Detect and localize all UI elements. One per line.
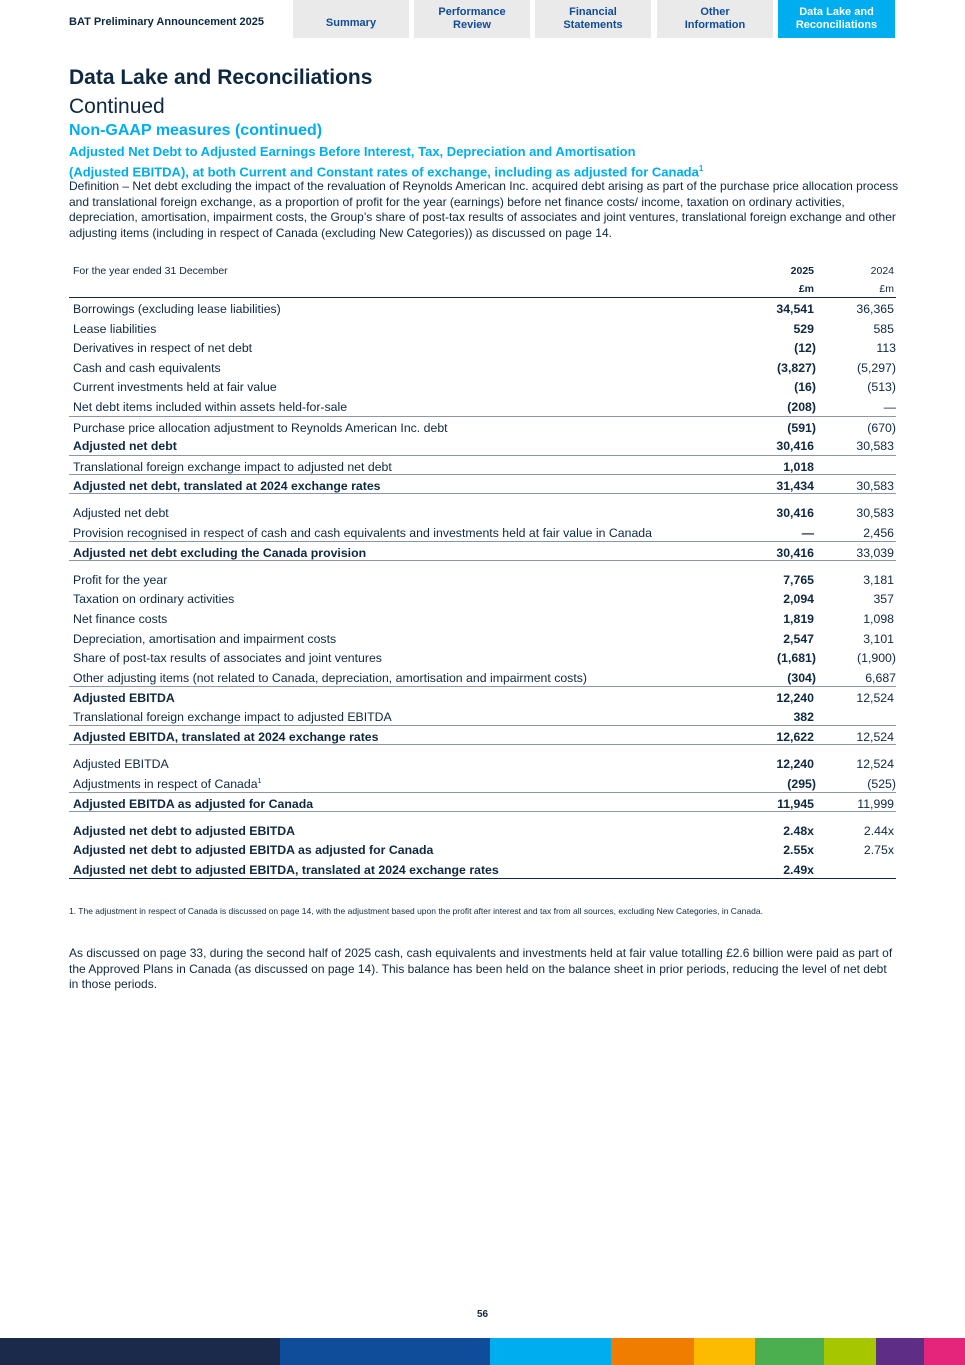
table-row <box>69 337 896 357</box>
row-label-text: Adjusted EBITDA <box>73 757 169 772</box>
color-bar-segment <box>924 1338 965 1365</box>
subsection-footnote-ref: 1 <box>698 164 704 173</box>
tab-data-lake[interactable] <box>778 0 895 38</box>
row-label-text: Adjusted net debt to adjusted EBITDA <box>73 823 296 838</box>
row-label-text: Adjusted net debt, translated at 2024 exchange rates <box>73 479 381 494</box>
tab-financial-line1: Financial <box>569 5 617 18</box>
row-label-text: Adjusted net debt to adjusted EBITDA as adjusted for Canada <box>73 843 434 858</box>
reconciliation-table <box>69 262 896 879</box>
row-label-text: Translational foreign exchange impact to adjusted EBITDA <box>73 709 392 724</box>
footer-color-bar <box>0 1338 965 1365</box>
tab-summary[interactable] <box>293 0 409 38</box>
col-2025-header: 2025 <box>790 265 814 277</box>
value-2024: 357 <box>873 592 894 607</box>
value-2025: 1,018 <box>783 459 814 474</box>
value-2024: 36,365 <box>856 302 894 316</box>
table-row <box>69 628 896 648</box>
value-2025: 2.49x <box>783 863 814 878</box>
value-2024: 6,687 <box>865 670 896 685</box>
tab-performance-line2: Review <box>453 19 491 31</box>
value-2024: 113 <box>876 341 896 356</box>
value-2024: (670) <box>867 420 896 435</box>
row-label <box>73 710 392 724</box>
table-row <box>69 859 896 879</box>
table-row <box>69 474 896 494</box>
tab-financial-line2: Statements <box>563 19 623 31</box>
row-label <box>73 460 392 474</box>
value-2024: (525) <box>867 776 896 791</box>
row-label <box>73 439 177 453</box>
color-bar-segment <box>876 1338 924 1365</box>
table-units <box>69 278 896 298</box>
period-label: For the year ended 31 December <box>73 265 228 277</box>
value-2025: 30,416 <box>776 505 814 520</box>
value-2025: (591) <box>787 420 816 435</box>
row-label <box>73 863 499 877</box>
row-label <box>73 612 167 626</box>
table-row <box>69 647 896 667</box>
table-row <box>69 376 896 396</box>
row-label-text: Current investments held at fair value <box>73 380 277 395</box>
row-label <box>73 302 281 316</box>
top-navigation <box>0 0 965 38</box>
color-bar-segment <box>490 1338 611 1365</box>
color-bar-segment <box>611 1338 694 1365</box>
row-label-text: Borrowings (excluding lease liabilities) <box>73 302 281 316</box>
definition-text: Definition – Net debt excluding the impact of the revaluation of Reynolds American Inc. acquired debt arising as part of the purchase price allocation process and translational foreign exchange, as a proportion of profit for the year (earnings) before net finance costs/ income, taxation on ordinary activities, depreciation, amortisation, impairment costs, the Group’s share of post-tax results of associates and joint ventures, translational foreign exchange and other adjusting items (including in respect of Canada (excluding New Categories)) as discussed on page 14. <box>69 179 899 240</box>
table-row <box>69 502 896 522</box>
table-row <box>69 820 896 840</box>
footnote: 1. The adjustment in respect of Canada is discussed on page 14, with the adjustment based upon the profit after interest and tax from all sources, excluding New Categories, in Canada. <box>69 906 763 916</box>
unit-2024: £m <box>879 283 894 295</box>
row-label-text: Adjusted EBITDA as adjusted for Canada <box>73 797 314 812</box>
row-label-text: Adjusted net debt <box>73 439 177 454</box>
row-label-text: Adjustments in respect of Canada <box>73 776 258 791</box>
row-label-text: Depreciation, amortisation and impairment costs <box>73 631 337 646</box>
table-row <box>69 608 896 628</box>
table-row <box>69 541 896 561</box>
value-2024: 2.44x <box>863 823 894 838</box>
value-2025: 382 <box>793 709 814 724</box>
row-label <box>73 526 652 540</box>
value-2025: 30,416 <box>776 546 814 561</box>
value-2024: (5,297) <box>857 360 896 375</box>
value-2025: 2.48x <box>783 823 814 838</box>
table-row <box>69 773 896 793</box>
color-bar-segment <box>694 1338 755 1365</box>
table-row <box>69 298 896 318</box>
value-2024: (513) <box>867 380 896 395</box>
page-subtitle: Continued <box>69 95 165 118</box>
value-2025: 11,945 <box>777 797 814 812</box>
value-2025: 529 <box>793 321 814 336</box>
table-row <box>69 686 896 706</box>
value-2024: 33,039 <box>856 546 894 561</box>
col-2024-header: 2024 <box>870 265 894 277</box>
value-2025: 7,765 <box>783 572 814 587</box>
value-2025: 12,622 <box>776 730 814 745</box>
table-row <box>69 753 896 773</box>
tab-data-lake-line2: Reconciliations <box>795 19 878 31</box>
table-row <box>69 667 896 687</box>
table-row <box>69 435 896 455</box>
row-label-text: Adjusted net debt <box>73 505 169 520</box>
row-label <box>73 691 175 705</box>
value-2025: (16) <box>794 380 816 395</box>
row-label <box>73 824 295 838</box>
table-row <box>69 357 896 377</box>
row-label-text: Adjusted EBITDA <box>73 691 175 706</box>
value-2025: — <box>801 525 814 540</box>
page-number: 56 <box>476 1309 489 1320</box>
value-2024: 30,583 <box>856 505 894 520</box>
row-label-text: Translational foreign exchange impact to adjusted net debt <box>73 459 392 474</box>
table-row <box>69 396 896 416</box>
value-2024: 11,999 <box>857 797 894 812</box>
row-label <box>73 730 378 744</box>
value-2024: 12,524 <box>856 757 894 772</box>
row-label-text: Lease liabilities <box>73 321 157 336</box>
value-2024: 3,181 <box>863 572 894 587</box>
unit-2025: £m <box>798 283 814 295</box>
row-label <box>73 479 381 493</box>
table-row <box>69 839 896 859</box>
row-label <box>73 361 221 375</box>
row-label <box>73 573 167 587</box>
table-row <box>69 588 896 608</box>
value-2025: (1,681) <box>777 651 816 666</box>
section-heading: Non-GAAP measures (continued) <box>69 122 323 139</box>
color-bar-segment <box>824 1338 876 1365</box>
row-label <box>73 341 252 355</box>
table-header <box>69 262 896 278</box>
row-label <box>73 506 169 520</box>
row-label <box>73 757 169 771</box>
row-label-text: Purchase price allocation adjustment to Reynolds American Inc. debt <box>73 420 448 435</box>
table-row <box>69 522 896 542</box>
row-label <box>73 797 313 811</box>
row-label-text: Provision recognised in respect of cash and cash equivalents and investments held at fair value in Canada <box>73 525 652 540</box>
row-label <box>73 546 366 560</box>
value-2025: (3,827) <box>777 360 816 375</box>
table-row <box>69 569 896 589</box>
row-label-text: Adjusted EBITDA, translated at 2024 exchange rates <box>73 730 379 745</box>
value-2025: 34,541 <box>776 302 814 316</box>
table-row <box>69 725 896 745</box>
subsection-line1: Adjusted Net Debt to Adjusted Earnings Before Interest, Tax, Depreciation and Amortisation <box>69 144 636 159</box>
table-row <box>69 416 896 436</box>
color-bar-segment <box>280 1338 490 1365</box>
row-footnote-ref: 1 <box>257 777 262 785</box>
tab-other-information[interactable] <box>657 0 773 38</box>
value-2024: 2,456 <box>863 525 894 540</box>
value-2025: 2.55x <box>783 843 814 858</box>
value-2025: 30,416 <box>776 439 814 454</box>
row-label-text: Share of post-tax results of associates and joint ventures <box>73 651 382 666</box>
row-label-text: Profit for the year <box>73 572 168 587</box>
row-label <box>73 651 382 665</box>
value-2025: 12,240 <box>776 757 814 772</box>
table-row <box>69 318 896 338</box>
value-2025: 2,094 <box>783 592 814 607</box>
row-label-text: Net finance costs <box>73 611 168 626</box>
tab-other-line1: Other <box>700 5 730 18</box>
tab-data-lake-line1: Data Lake and <box>799 5 874 18</box>
row-label-text: Adjusted net debt to adjusted EBITDA, translated at 2024 exchange rates <box>73 863 499 878</box>
tab-summary-label: Summary <box>325 16 377 29</box>
row-label-text: Derivatives in respect of net debt <box>73 341 253 356</box>
tab-financial-statements[interactable] <box>535 0 651 38</box>
value-2025: 1,819 <box>783 611 814 626</box>
row-label <box>73 671 587 685</box>
value-2024: 2.75x <box>863 843 894 858</box>
value-2024: (1,900) <box>857 651 896 666</box>
row-label <box>73 632 336 646</box>
row-label-text: Adjusted net debt excluding the Canada provision <box>73 546 367 561</box>
row-label <box>73 322 156 336</box>
row-label-text: Cash and cash equivalents <box>73 360 221 375</box>
value-2024: 12,524 <box>856 691 894 706</box>
color-bar-segment <box>755 1338 824 1365</box>
tab-performance-line1: Performance <box>438 5 506 18</box>
row-label-text: Net debt items included within assets held-for-sale <box>73 399 348 414</box>
row-label-text: Other adjusting items (not related to Canada, depreciation, amortisation and impairment costs) <box>73 670 587 685</box>
tab-performance-review[interactable] <box>414 0 530 38</box>
table-row <box>69 792 896 812</box>
row-label <box>73 843 433 857</box>
value-2024: 3,101 <box>863 631 894 646</box>
value-2025: (295) <box>787 776 816 791</box>
subsection-heading <box>69 143 899 180</box>
row-label <box>73 777 261 791</box>
table-body <box>69 298 896 879</box>
table-row <box>69 706 896 726</box>
color-bar-segment <box>0 1338 280 1365</box>
value-2024: 585 <box>873 321 894 336</box>
brand-title: BAT Preliminary Announcement 2025 <box>69 16 264 28</box>
row-label <box>73 592 234 606</box>
canada-paragraph: As discussed on page 33, during the second half of 2025 cash, cash equivalents and investments held at fair value totalling £2.6 billion were paid as part of the Approved Plans in Canada (as discussed on page 14). This balance has been held on the balance sheet in prior periods, reducing the level of net debt in those periods. <box>69 946 893 991</box>
value-2025: 31,434 <box>776 479 814 494</box>
row-label-text: Taxation on ordinary activities <box>73 592 235 607</box>
value-2024: 30,583 <box>856 439 894 454</box>
value-2025: (12) <box>794 341 816 356</box>
value-2025: (208) <box>787 399 816 414</box>
table-row <box>69 455 896 475</box>
value-2025: 2,547 <box>783 631 814 646</box>
value-2024: — <box>883 399 896 414</box>
row-label <box>73 421 448 435</box>
value-2025: (304) <box>787 670 816 685</box>
value-2024: 1,098 <box>863 611 894 626</box>
value-2024: 12,524 <box>856 730 894 745</box>
tab-other-line2: Information <box>684 19 746 31</box>
row-label <box>73 380 277 394</box>
value-2024: 30,583 <box>856 479 894 494</box>
value-2025: 12,240 <box>776 691 814 706</box>
page-title: Data Lake and Reconciliations <box>69 66 373 89</box>
subsection-line2: (Adjusted EBITDA), at both Current and Constant rates of exchange, including as adjusted for Canada <box>69 164 699 180</box>
row-label <box>73 400 347 414</box>
